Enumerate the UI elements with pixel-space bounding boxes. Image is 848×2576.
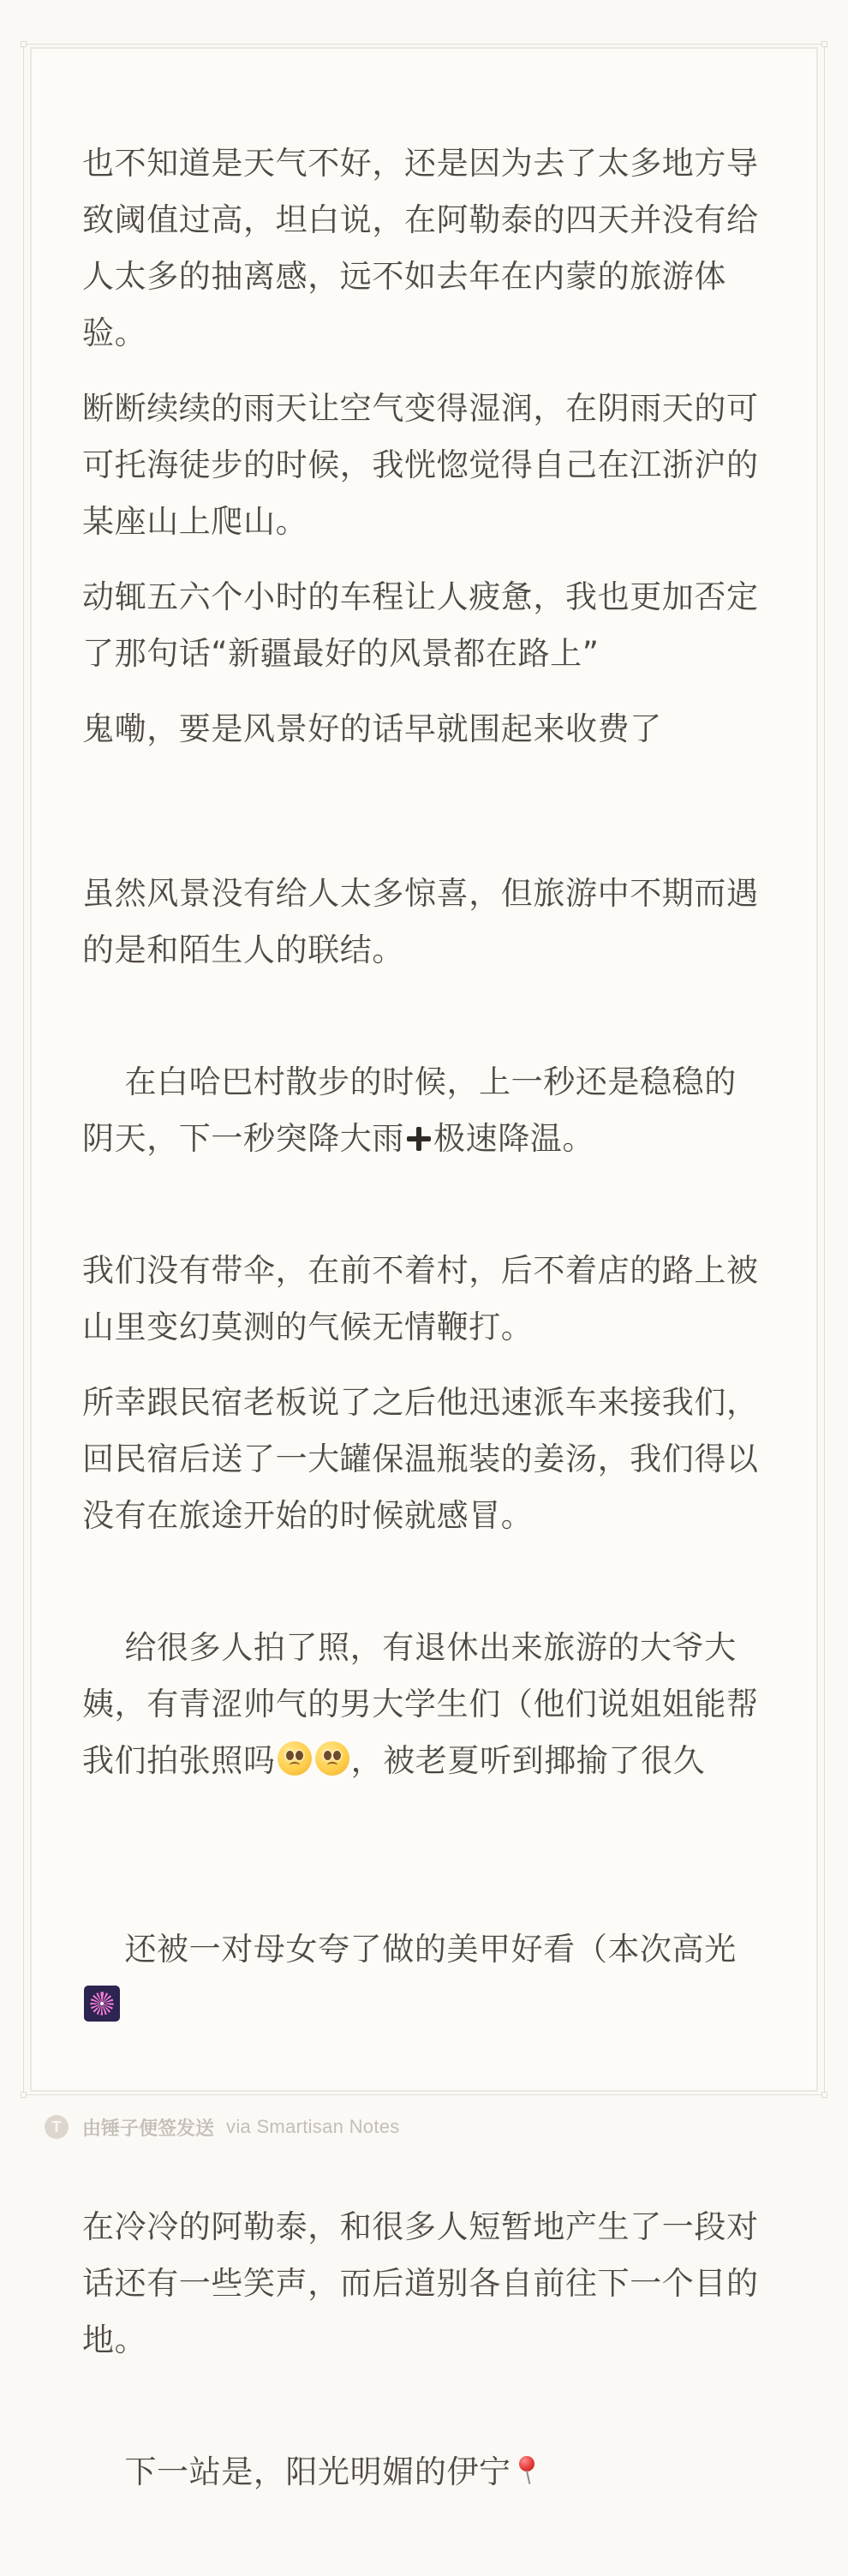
paragraph-10-text: 还被一对母女夸了做的美甲好看（本次高光 (124, 1931, 737, 1968)
paragraph-7: 我们没有带伞，在前不着村，后不着店的路上被山里变幻莫测的气候无情鞭打。 (82, 1252, 759, 1345)
pleading-face-mouth (327, 1762, 337, 1769)
corner-bottom-right (821, 2092, 827, 2098)
corner-top-right (821, 41, 827, 47)
paragraph-8: 所幸跟民宿老板说了之后他迅速派车来接我们，回民宿后送了一大罐保温瓶装的姜汤，我们得以没有在旅途开始的时候就感冒。 (82, 1384, 759, 1534)
paragraph-6-text-a: 在白哈巴村散步的时候，上一秒还是稳稳的阴天，下一秒突降大雨 (82, 1063, 737, 1157)
paragraph-3: 动辄五六个小时的车程让人疲惫，我也更加否定了那句话“新疆最好的风景都在路上” (82, 578, 759, 672)
smartisan-logo-icon: T (45, 2115, 69, 2139)
pleading-face-mouth (290, 1762, 300, 1769)
paragraph-1: 也不知道是天气不好，还是因为去了太多地方导致阈值过高，坦白说，在阿勒泰的四天并没有给人太多的抽离感，远不如去年在内蒙的旅游体验。 (82, 145, 759, 351)
paragraph-2: 断断续续的雨天让空气变得湿润，在阴雨天的可可托海徒步的时候，我恍惚觉得自己在江浙沪的某座山上爬山。 (82, 390, 759, 540)
corner-top-left (21, 41, 27, 47)
paragraph-5: 虽然风景没有给人太多惊喜，但旅游中不期而遇的是和陌生人的联结。 (82, 875, 759, 968)
paragraph-6 (82, 997, 759, 1224)
paragraph-12 (82, 2387, 759, 2557)
paragraph-12-text: 下一站是，阳光明媚的伊宁 (124, 2453, 511, 2490)
firework-icon (84, 1986, 120, 2022)
paragraph-11: 在冷冷的阿勒泰，和很多人短暂地产生了一段对话还有一些笑声，而后道别各自前往下一个目的地。 (82, 2208, 759, 2358)
corner-bottom-left (21, 2092, 27, 2098)
pleading-face-icon (315, 1741, 349, 1776)
note-content (82, 135, 759, 2576)
footer-secondary-text: via Smartisan Notes (226, 2116, 400, 2137)
round-pushpin-icon (514, 2453, 543, 2489)
paragraph-9 (82, 1563, 759, 1846)
paragraph-6-text-b: 极速降温。 (433, 1120, 594, 1157)
paragraph-10 (82, 1865, 759, 2091)
footer-primary-text: 由锤子便签发送 (82, 2117, 215, 2139)
paragraph-4: 鬼嘞，要是风景好的话早就围起来收费了 (82, 710, 662, 747)
heavy-plus-icon (407, 1127, 431, 1151)
paragraph-gap-1 (82, 776, 759, 866)
note-footer (45, 2113, 400, 2141)
pleading-face-icon (278, 1741, 312, 1776)
paragraph-9-text-a: 给很多人拍了照，有退休出来旅游的大爷大姨，有青涩帅气的男大学生们（他们说姐姐能帮我们拍张照吗 (82, 1629, 759, 1779)
paragraph-9-text-b: ，被老夏听到揶揄了很久 (350, 1742, 706, 1779)
